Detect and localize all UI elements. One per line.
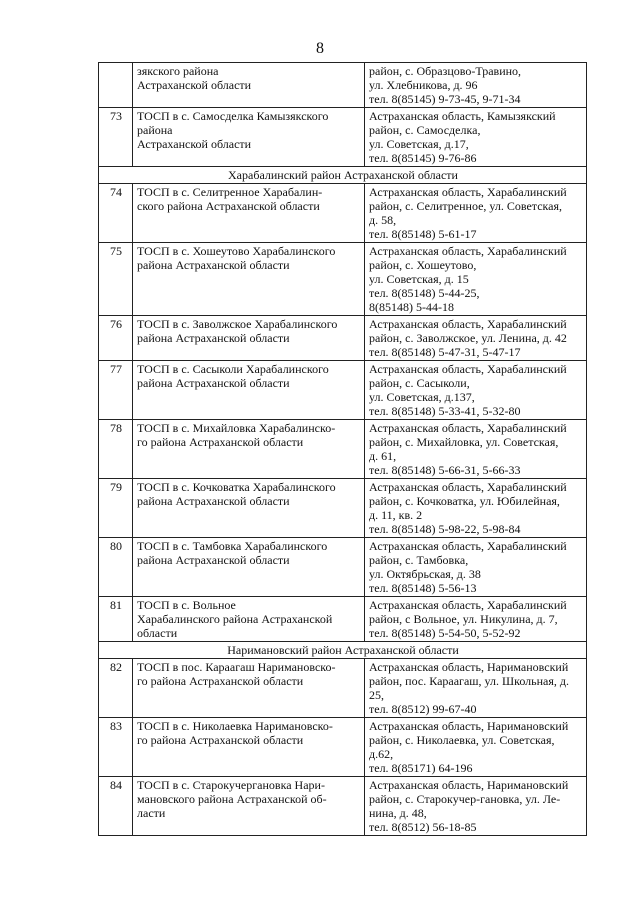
address-line: район, пос. Караагаш, ул. Школьная, д. — [369, 674, 569, 688]
address-line: ул. Советская, д. 15 — [369, 272, 469, 286]
row-number: 77 — [99, 361, 133, 420]
office-name-line: го района Астраханской области — [137, 733, 304, 747]
address-line: тел. 8(8512) 99-67-40 — [369, 702, 477, 716]
row-number: 79 — [99, 479, 133, 538]
office-name-line: го района Астраханской области — [137, 674, 304, 688]
office-name-line: зякского района — [137, 64, 219, 78]
address-line: район, с. Заволжское, ул. Ленина, д. 42 — [369, 331, 567, 345]
address-line: район, с. Образцово-Травино, — [369, 64, 522, 78]
table-row — [99, 777, 587, 836]
address-line: тел. 8(85148) 5-54-50, 5-52-92 — [369, 626, 521, 640]
office-name-cell — [133, 108, 365, 167]
office-name-line: ТОСП в с. Заволжское Харабалинского — [137, 317, 338, 331]
row-number: 80 — [99, 538, 133, 597]
row-number: 76 — [99, 316, 133, 361]
office-name-cell — [133, 243, 365, 316]
address-line: район, с. Сасыколи, — [369, 376, 470, 390]
office-name-cell — [133, 597, 365, 642]
address-line: 25, — [369, 688, 384, 702]
office-name-line: района Астраханской области — [137, 376, 290, 390]
address-cell — [365, 361, 587, 420]
row-number: 74 — [99, 184, 133, 243]
address-cell — [365, 316, 587, 361]
address-line: район, с. Селитренное, ул. Советская, — [369, 199, 563, 213]
section-title: Харабалинский район Астраханской области — [99, 167, 587, 184]
row-number: 83 — [99, 718, 133, 777]
office-name-line: ТОСП в с. Кочковатка Харабалинского — [137, 480, 336, 494]
address-line: Астраханская область, Наримановский — [369, 660, 569, 674]
office-name-line: ТОСП в с. Сасыколи Харабалинского — [137, 362, 329, 376]
office-name-cell — [133, 361, 365, 420]
office-name-line: го района Астраханской области — [137, 435, 304, 449]
address-line: тел. 8(85145) 9-73-45, 9-71-34 — [369, 92, 521, 106]
address-line: Астраханская область, Наримановский — [369, 719, 569, 733]
address-line: 8(85148) 5-44-18 — [369, 300, 454, 314]
address-cell — [365, 659, 587, 718]
office-name-cell — [133, 316, 365, 361]
row-number: 82 — [99, 659, 133, 718]
address-line: тел. 8(85145) 9-76-86 — [369, 151, 477, 165]
address-line: район, с. Тамбовка, — [369, 553, 469, 567]
address-line: тел. 8(85148) 5-61-17 — [369, 227, 477, 241]
address-cell — [365, 243, 587, 316]
registry-body — [99, 63, 587, 836]
office-name-line: ТОСП в с. Хошеутово Харабалинского — [137, 244, 336, 258]
address-cell — [365, 479, 587, 538]
address-line: ул. Советская, д.17, — [369, 137, 469, 151]
office-name-line: Астраханской области — [137, 78, 252, 92]
office-name-line: ТОСП в с. Самосделка Камызякского — [137, 109, 329, 123]
address-cell — [365, 420, 587, 479]
address-line: район, с. Старокучер-гановка, ул. Ле- — [369, 792, 561, 806]
section-header-row — [99, 167, 587, 184]
address-line: район, с. Кочковатка, ул. Юбилейная, — [369, 494, 560, 508]
address-line: ул. Октябрьская, д. 38 — [369, 567, 481, 581]
table-row — [99, 420, 587, 479]
table-row — [99, 597, 587, 642]
office-name-line: ского района Астраханской области — [137, 199, 320, 213]
table-row — [99, 361, 587, 420]
table-row — [99, 316, 587, 361]
row-number: 73 — [99, 108, 133, 167]
table-row — [99, 108, 587, 167]
address-line: район, с Вольное, ул. Никулина, д. 7, — [369, 612, 558, 626]
address-line: д. 11, кв. 2 — [369, 508, 423, 522]
address-line: район, с. Михайловка, ул. Советская, — [369, 435, 559, 449]
address-line: тел. 8(85148) 5-33-41, 5-32-80 — [369, 404, 521, 418]
address-line: ул. Хлебникова, д. 96 — [369, 78, 478, 92]
address-line: Астраханская область, Наримановский — [369, 778, 569, 792]
address-line: тел. 8(85171) 64-196 — [369, 761, 473, 775]
address-line: район, с. Хошеутово, — [369, 258, 477, 272]
office-name-cell — [133, 184, 365, 243]
address-line: Астраханская область, Харабалинский — [369, 598, 567, 612]
office-registry-table — [98, 62, 587, 836]
address-line: район, с. Самосделка, — [369, 123, 481, 137]
address-line: д. 58, — [369, 213, 397, 227]
row-number: 81 — [99, 597, 133, 642]
address-line: ул. Советская, д.137, — [369, 390, 475, 404]
row-number — [99, 63, 133, 108]
address-line: д. 61, — [369, 449, 397, 463]
office-name-cell — [133, 777, 365, 836]
office-name-line: ТОСП в пос. Караагаш Наримановско- — [137, 660, 336, 674]
address-cell — [365, 597, 587, 642]
office-name-line: ТОСП в с. Николаевка Наримановско- — [137, 719, 333, 733]
office-name-cell — [133, 659, 365, 718]
address-cell — [365, 777, 587, 836]
address-cell — [365, 184, 587, 243]
table-row — [99, 718, 587, 777]
table-row — [99, 659, 587, 718]
address-line: район, с. Николаевка, ул. Советская, — [369, 733, 555, 747]
address-line: тел. 8(8512) 56-18-85 — [369, 820, 477, 834]
office-name-line: района Астраханской области — [137, 258, 290, 272]
table-row — [99, 538, 587, 597]
section-title: Наримановский район Астраханской области — [99, 642, 587, 659]
office-name-line: ТОСП в с. Вольное — [137, 598, 236, 612]
address-cell — [365, 63, 587, 108]
row-number: 84 — [99, 777, 133, 836]
office-name-cell — [133, 479, 365, 538]
address-line: Астраханская область, Харабалинский — [369, 362, 567, 376]
office-name-line: района — [137, 123, 173, 137]
address-line: Астраханская область, Камызякский — [369, 109, 556, 123]
office-name-cell — [133, 718, 365, 777]
office-name-cell — [133, 420, 365, 479]
table-row — [99, 479, 587, 538]
office-name-cell — [133, 538, 365, 597]
address-cell — [365, 718, 587, 777]
address-line: тел. 8(85148) 5-98-22, 5-98-84 — [369, 522, 521, 536]
address-line: Астраханская область, Харабалинский — [369, 480, 567, 494]
address-line: тел. 8(85148) 5-56-13 — [369, 581, 477, 595]
address-line: Астраханская область, Харабалинский — [369, 421, 567, 435]
office-name-line: района Астраханской области — [137, 553, 290, 567]
address-line: тел. 8(85148) 5-44-25, — [369, 286, 480, 300]
row-number: 78 — [99, 420, 133, 479]
address-line: Астраханская область, Харабалинский — [369, 244, 567, 258]
table-row — [99, 63, 587, 108]
address-cell — [365, 108, 587, 167]
address-line: Астраханская область, Харабалинский — [369, 185, 567, 199]
office-name-line: района Астраханской области — [137, 331, 290, 345]
address-line: тел. 8(85148) 5-47-31, 5-47-17 — [369, 345, 521, 359]
row-number: 75 — [99, 243, 133, 316]
office-name-line: Харабалинского района Астраханской — [137, 612, 333, 626]
office-name-line: ТОСП в с. Селитренное Харабалин- — [137, 185, 323, 199]
address-line: тел. 8(85148) 5-66-31, 5-66-33 — [369, 463, 521, 477]
table-row — [99, 243, 587, 316]
address-line: нина, д. 48, — [369, 806, 427, 820]
office-name-line: района Астраханской области — [137, 494, 290, 508]
page-number: 8 — [316, 40, 324, 57]
section-header-row — [99, 642, 587, 659]
office-name-line: ТОСП в с. Тамбовка Харабалинского — [137, 539, 328, 553]
address-line: Астраханская область, Харабалинский — [369, 539, 567, 553]
address-line: д.62, — [369, 747, 394, 761]
office-name-cell — [133, 63, 365, 108]
table-row — [99, 184, 587, 243]
address-cell — [365, 538, 587, 597]
office-name-line: Астраханской области — [137, 137, 252, 151]
office-name-line: ТОСП в с. Старокучергановка Нари- — [137, 778, 325, 792]
office-name-line: мановского района Астраханской об- — [137, 792, 327, 806]
office-name-line: ласти — [137, 806, 166, 820]
office-name-line: области — [137, 626, 178, 640]
office-name-line: ТОСП в с. Михайловка Харабалинско- — [137, 421, 336, 435]
address-line: Астраханская область, Харабалинский — [369, 317, 567, 331]
